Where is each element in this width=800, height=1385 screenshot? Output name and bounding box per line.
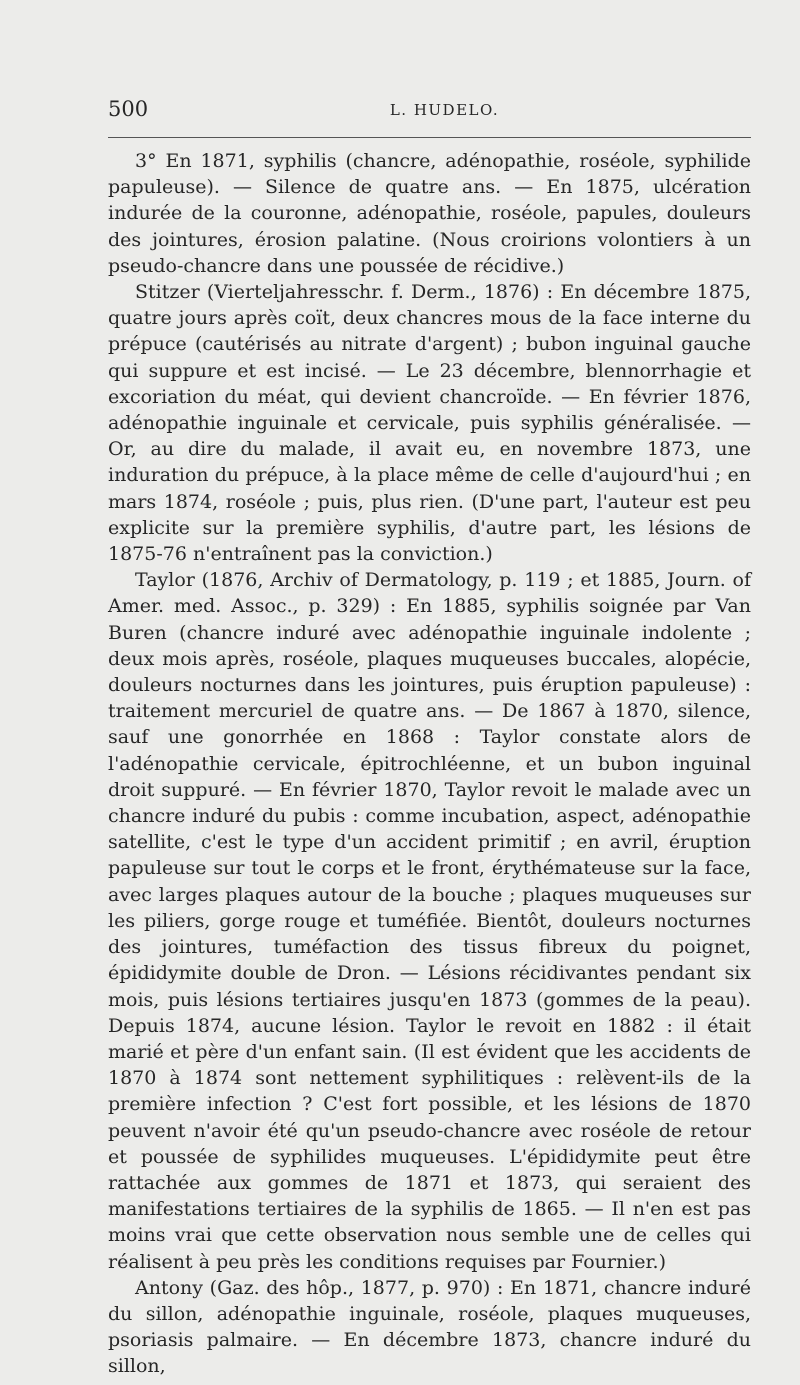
running-head: L. HUDELO. [389,101,500,119]
page-header [108,97,751,133]
body-text [108,148,751,1380]
paragraph-case-3: 3° En 1871, syphilis (chancre, adénopathie, roséole, syphilide papuleuse). — Silence de quatre ans. — En 1875, ulcération indurée de la couronne, adénopathie, roséole, papules, douleurs des jointures, érosion palatine. (Nous croirions volontiers à un pseudo-chancre dans une poussée de récidive.) [108,150,751,277]
paragraph-antony: Antony (Gaz. des hôp., 1877, p. 970) : En 1871, chancre induré du sillon, adénopathie inguinale, roséole, plaques muqueuses, psoriasis palmaire. — En décembre 1873, chancre induré du sillon, [108,1276,751,1378]
page-number: 500 [108,97,149,121]
paragraph-taylor: Taylor (1876, Archiv of Dermatology, p. 119 ; et 1885, Journ. of Amer. med. Assoc., p. 329) : En 1885, syphilis soignée par Van Buren (chancre induré avec adénopathie inguinale indolente ; deux mois après, roséole, plaques muqueuses buccales, alopécie, douleurs nocturnes dans les jointures, puis éruption papuleuse) : traitement mercuriel de quatre ans. — De 1867 à 1870, silence, sauf une gonorrhée en 1868 : Taylor constate alors de l'adénopathie cervicale, épitrochléenne, et un bubon inguinal droit suppuré. — En février 1870, Taylor revoit le malade avec un chancre induré du pubis : comme incubation, aspect, adénopathie satellite, c'est le type d'un accident primitif ; en avril, éruption papuleuse sur tout le corps et le front, érythémateuse sur la face, avec larges plaques autour de la bouche ; plaques muqueuses sur les piliers, gorge rouge et tuméfiée. Bientôt, douleurs nocturnes des jointures, tuméfaction des tissus fibreux du poignet, épididymite double de Dron. — Lésions récidivantes pendant six mois, puis lésions tertiaires jusqu'en 1873 (gommes de la peau). Depuis 1874, aucune lésion. Taylor le revoit en 1882 : il était marié et père d'un enfant sain. (Il est évident que les accidents de 1870 à 1874 sont nettement syphilitiques : relèvent-ils de la première infection ? C'est fort possible, et les lésions de 1870 peuvent n'avoir été qu'un pseudo-chancre avec roséole de retour et poussée de syphilides muqueuses. L'épididymite peut être rattachée aux gommes de 1871 et 1873, qui seraient des manifestations tertiaires de la syphilis de 1865. — Il n'en est pas moins vrai que cette observation nous semble une de celles qui réalisent à peu près les conditions requises par Fournier.) [108,569,751,1273]
header-rule [108,137,751,138]
paragraph-stitzer: Stitzer (Vierteljahresschr. f. Derm., 1876) : En décembre 1875, quatre jours après coït, deux chancres mous de la face interne du prépuce (cautérisés au nitrate d'argent) ; bubon inguinal gauche qui suppure et est incisé. — Le 23 décembre, blennorrhagie et excoriation du méat, qui devient chancroïde. — En février 1876, adénopathie inguinale et cervicale, puis syphilis généralisée. — Or, au dire du malade, il avait eu, en novembre 1873, une induration du prépuce, à la place même de celle d'aujourd'hui ; en mars 1874, roséole ; puis, plus rien. (D'une part, l'auteur est peu explicite sur la première syphilis, d'autre part, les lésions de 1875-76 n'entraînent pas la conviction.) [108,281,751,566]
